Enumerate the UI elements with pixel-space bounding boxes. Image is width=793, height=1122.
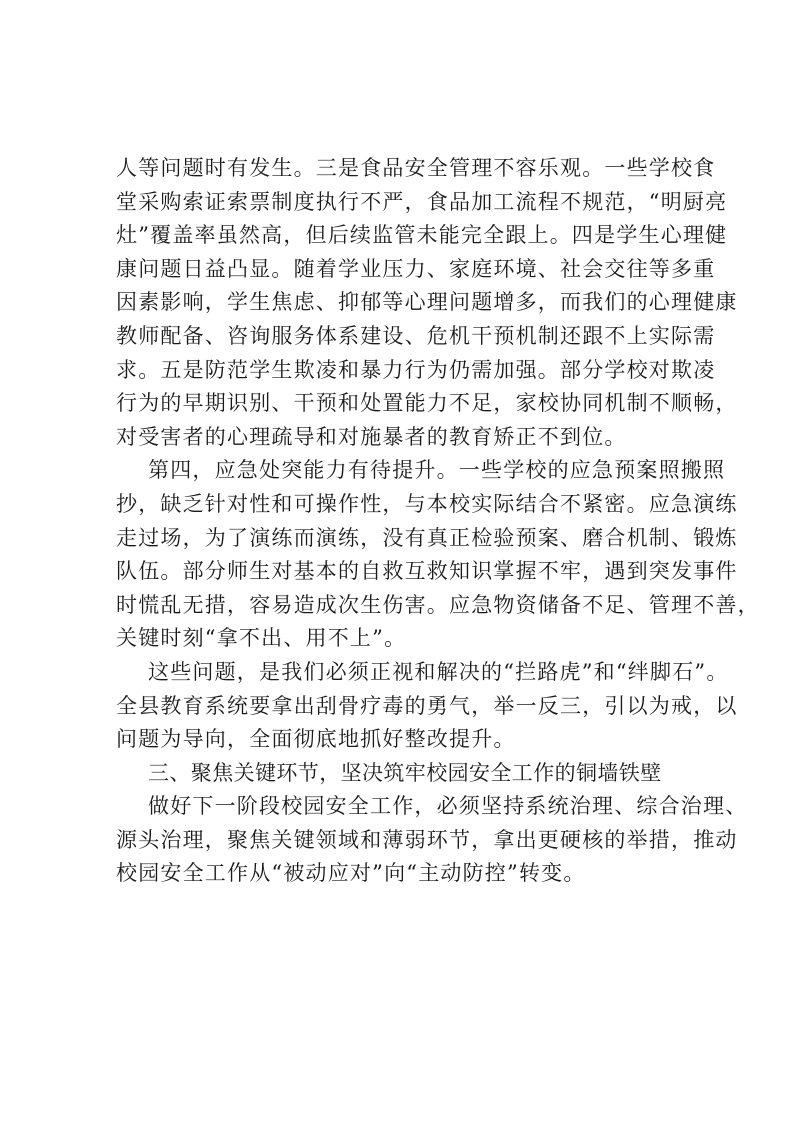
text-line: 校园安全工作从“被动应对”向“主动防控”转变。	[116, 861, 586, 886]
text-line: 时慌乱无措，容易造成次生伤害。应急物资储备不足、管理不善，	[116, 592, 760, 617]
body-text	[116, 152, 760, 891]
text-line: 问题为导向，全面彻底地抓好整改提升。	[116, 727, 516, 752]
paragraph-start-line: 第四，应急处突能力有待提升。一些学校的应急预案照搬照	[148, 458, 726, 483]
text-line: 人等问题时有发生。三是食品安全管理不容乐观。一些学校食	[116, 156, 716, 180]
text-line: 灶”覆盖率虽然高，但后续监管未能完全跟上。四是学生心理健	[116, 223, 728, 248]
text-line: 队伍。部分师生对基本的自救互救知识掌握不牢，遇到突发事件	[116, 559, 738, 584]
text-line: 堂采购索证索票制度执行不严，食品加工流程不规范，“明厨亮	[116, 189, 728, 214]
text-line: 抄，缺乏针对性和可操作性，与本校实际结合不紧密。应急演练	[116, 491, 738, 516]
section-heading: 三、聚焦关键环节，坚决筑牢校园安全工作的铜墙铁壁	[148, 760, 662, 785]
text-line: 源头治理，聚焦关键领域和薄弱环节，拿出更硬核的举措，推动	[116, 827, 738, 852]
paragraph-start-line: 做好下一阶段校园安全工作，必须坚持系统治理、综合治理、	[148, 794, 748, 819]
text-line: 走过场，为了演练而演练，没有真正检验预案、磨合机制、锻炼	[116, 525, 738, 550]
text-line: 教师配备、咨询服务体系建设、危机干预机制还跟不上实际需	[116, 323, 716, 348]
paragraph-start-line: 这些问题，是我们必须正视和解决的“拦路虎”和“绊脚石”。	[148, 659, 729, 684]
text-line: 康问题日益凸显。随着学业压力、家庭环境、社会交往等多重	[116, 256, 716, 281]
text-line: 行为的早期识别、干预和处置能力不足，家校协同机制不顺畅，	[116, 391, 738, 416]
text-line: 全县教育系统要拿出刮骨疗毒的勇气，举一反三，引以为戒，以	[116, 693, 738, 718]
text-line: 对受害者的心理疏导和对施暴者的教育矫正不到位。	[116, 424, 627, 449]
text-line: 因素影响，学生焦虑、抑郁等心理问题增多，而我们的心理健康	[116, 290, 738, 315]
text-line: 求。五是防范学生欺凌和暴力行为仍需加强。部分学校对欺凌	[116, 357, 716, 382]
text-line: 关键时刻“拿不出、用不上”。	[116, 626, 407, 651]
